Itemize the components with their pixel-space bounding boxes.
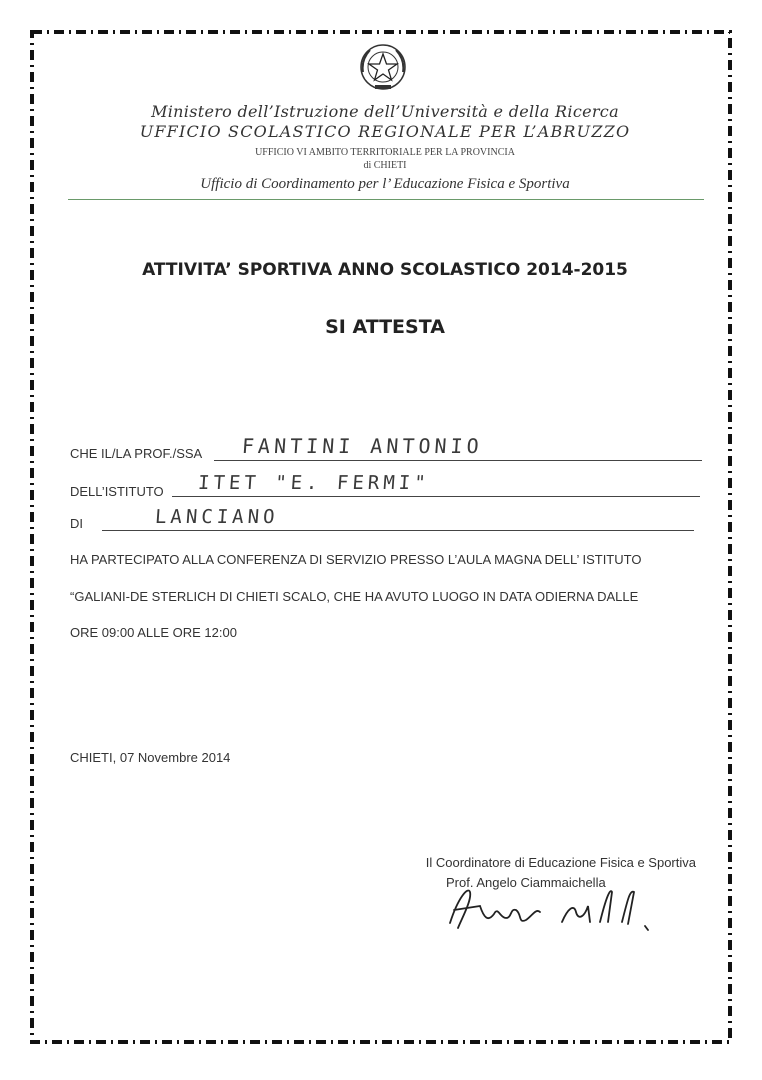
prof-underline xyxy=(214,460,702,461)
prof-value: FANTINI ANTONIO xyxy=(241,434,484,458)
republic-emblem-icon xyxy=(358,42,408,92)
body-line-3: ORE 09:00 ALLE ORE 12:00 xyxy=(70,625,237,640)
di-value: LANCIANO xyxy=(154,506,280,528)
signatory-name: Prof. Angelo Ciammaichella xyxy=(446,875,606,890)
date-line: CHIETI, 07 Novembre 2014 xyxy=(70,750,231,765)
city-heading: di CHIETI xyxy=(363,160,407,171)
document-title: ATTIVITA’ SPORTIVA ANNO SCOLASTICO 2014-2015 xyxy=(142,260,628,280)
coordination-heading: Ufficio di Coordinamento per l’ Educazione Fisica e Sportiva xyxy=(200,176,570,192)
body-line-2: “GALIANI-DE STERLICH DI CHIETI SCALO, CHE HA AVUTO LUOGO IN DATA ODIERNA DALLE xyxy=(70,589,639,604)
prof-label: CHE IL/LA PROF./SSA xyxy=(70,446,203,461)
attestation-heading: SI ATTESTA xyxy=(325,316,445,338)
handwritten-signature xyxy=(440,878,670,938)
istituto-underline xyxy=(172,496,700,497)
di-underline xyxy=(102,530,694,531)
ministry-heading: Ministero dell’Istruzione dell’Università e della Ricerca xyxy=(151,102,619,121)
body-line-1: HA PARTECIPATO ALLA CONFERENZA DI SERVIZIO PRESSO L’AULA MAGNA DELL’ ISTITUTO xyxy=(70,552,642,567)
di-label: DI xyxy=(70,516,83,531)
header-divider xyxy=(68,199,704,200)
ambito-heading: UFFICIO VI AMBITO TERRITORIALE PER LA PROVINCIA xyxy=(255,147,515,158)
istituto-label: DELL’ISTITUTO xyxy=(70,484,164,499)
istituto-value: ITET "E. FERMI" xyxy=(197,472,431,494)
regional-office-heading: UFFICIO SCOLASTICO REGIONALE PER L’ABRUZZO xyxy=(139,122,631,141)
signatory-title: Il Coordinatore di Educazione Fisica e Sportiva xyxy=(425,855,696,870)
